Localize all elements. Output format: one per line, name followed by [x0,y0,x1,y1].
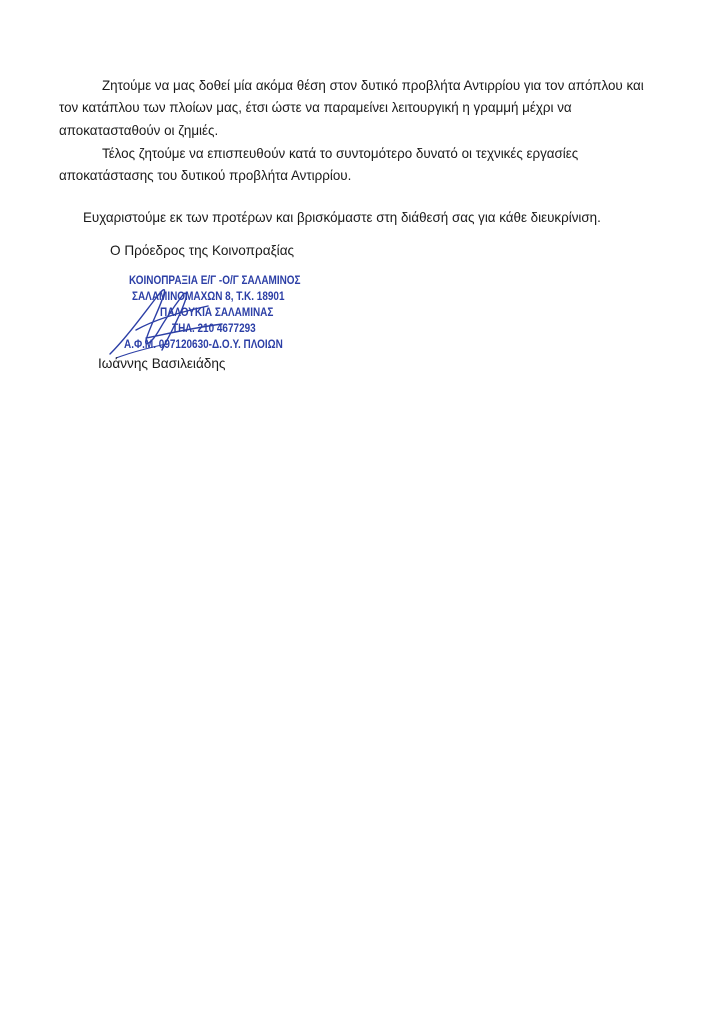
company-stamp [124,273,339,353]
body-paragraph-request: Ζητούμε να μας δοθεί μία ακόμα θέση στον δυτικό προβλήτα Αντιρρίου για τον απόπλου και τον κατάπλου των πλοίων μας, έτσι ώστε να παραμείνει λειτουργική η γραμμή μέχρι να αποκατασταθούν οι ζημιές. [59,78,644,138]
stamp-line-phone: ΤΗΛ. 210 4677293 [172,322,256,335]
stamp-line-company: ΚΟΙΝΟΠΡΑΞΙΑ Ε/Γ -Ο/Γ ΣΑΛΑΜΙΝΟΣ [129,274,301,287]
stamp-line-tax-id: Α.Φ.Μ. 097120630-Δ.Ο.Υ. ΠΛΟΙΩΝ [124,338,283,351]
stamp-line-location: ΠΑΛΟΥΚΙΑ ΣΑΛΑΜΙΝΑΣ [160,306,274,319]
president-title: Ο Πρόεδρος της Κοινοπραξίας [110,243,295,258]
stamp-line-address: ΣΑΛΑΜΙΝΟΜΑΧΩΝ 8, Τ.Κ. 18901 [132,290,285,303]
body-paragraph-thanks: Ευχαριστούμε εκ των προτέρων και βρισκόμαστε στη διάθεσή σας για κάθε διευκρίνιση. [83,210,601,225]
body-paragraph-repairs: Τέλος ζητούμε να επισπευθούν κατά το συντομότερο δυνατό οι τεχνικές εργασίες αποκατάστασης του δυτικού προβλήτα Αντιρρίου. [59,146,579,184]
signatory-name: Ιωάννης Βασιλειάδης [98,356,226,371]
